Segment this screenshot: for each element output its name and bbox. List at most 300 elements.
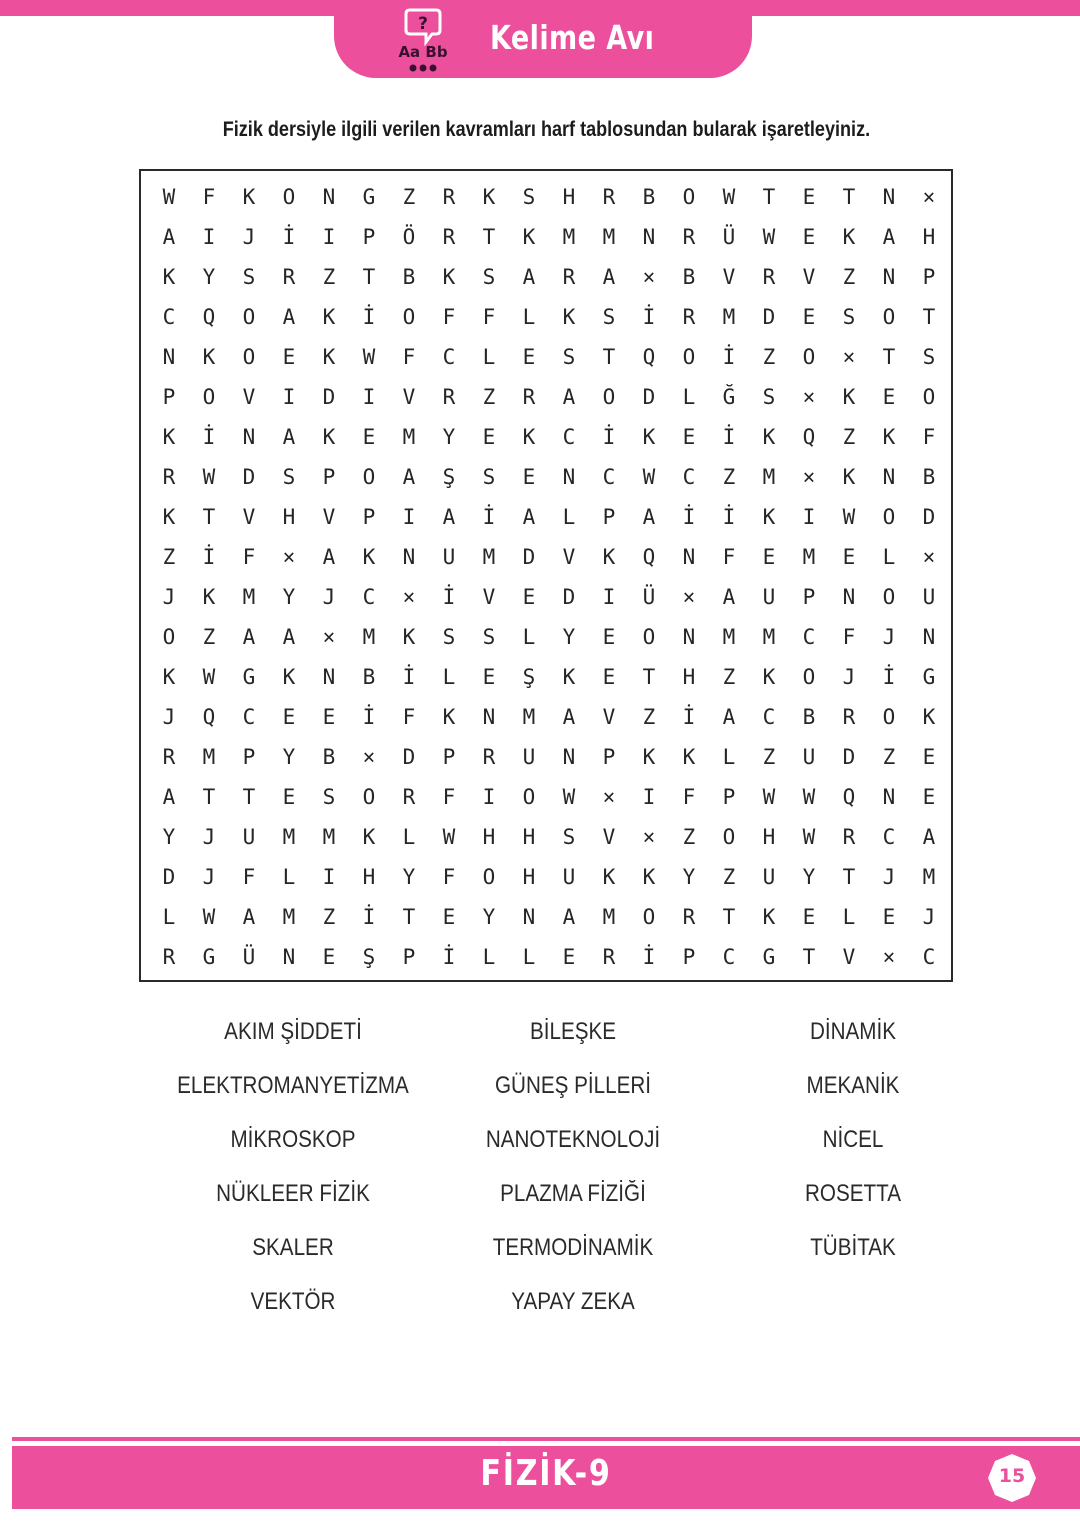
grid-cell: C — [442, 345, 456, 369]
grid-cell: I — [482, 785, 496, 809]
icon-label: Aa Bb — [398, 43, 448, 61]
grid-cell: M — [562, 225, 576, 249]
grid-cell: M — [282, 825, 296, 849]
grid-cell: F — [842, 625, 856, 649]
grid-cell: R — [442, 385, 456, 409]
footer-title: FİZİK-9 — [480, 1453, 612, 1494]
grid-cell: Ğ — [722, 385, 736, 409]
grid-cell: R — [482, 745, 496, 769]
grid-cell: W — [722, 185, 736, 209]
grid-cell: Z — [322, 905, 336, 929]
grid-cell: O — [522, 785, 536, 809]
grid-cell: M — [762, 465, 776, 489]
grid-cell: B — [402, 265, 416, 289]
word-item: PLAZMA FİZİĞİ — [500, 1180, 646, 1207]
grid-cell: O — [362, 785, 376, 809]
grid-cell: İ — [362, 305, 376, 329]
grid-cell: Z — [842, 265, 856, 289]
grid-cell: C — [762, 705, 776, 729]
grid-cell: B — [802, 705, 816, 729]
grid-cell: Y — [202, 265, 216, 289]
grid-cell: I — [802, 505, 816, 529]
grid-cell: O — [402, 305, 416, 329]
grid-cell: O — [482, 865, 496, 889]
grid-cell: A — [522, 265, 536, 289]
grid-cell: L — [682, 385, 696, 409]
grid-cell: N — [522, 905, 536, 929]
grid-cell: V — [402, 385, 416, 409]
grid-cell: T — [602, 345, 616, 369]
grid-cell: B — [322, 745, 336, 769]
grid-cell: A — [282, 625, 296, 649]
page-title: Kelime Avı — [490, 18, 655, 57]
grid-cell: M — [242, 585, 256, 609]
grid-cell: R — [522, 385, 536, 409]
grid-cell: C — [802, 625, 816, 649]
grid-cell: J — [842, 665, 856, 689]
grid-cell: R — [842, 705, 856, 729]
grid-cell: Ş — [442, 465, 456, 489]
grid-cell: R — [682, 225, 696, 249]
grid-cell: P — [362, 225, 376, 249]
grid-cell: K — [682, 745, 696, 769]
grid-cell: R — [162, 465, 176, 489]
grid-cell: İ — [442, 585, 456, 609]
grid-cell: O — [722, 825, 736, 849]
grid-cell: × — [882, 945, 896, 969]
grid-cell: P — [682, 945, 696, 969]
grid-cell: S — [522, 185, 536, 209]
grid-cell: E — [282, 345, 296, 369]
grid-cell: R — [162, 945, 176, 969]
grid-cell: S — [922, 345, 936, 369]
grid-cell: A — [282, 425, 296, 449]
grid-cell: K — [602, 865, 616, 889]
grid-cell: E — [802, 225, 816, 249]
grid-cell: F — [402, 345, 416, 369]
grid-cell: W — [802, 825, 816, 849]
grid-cell: Z — [202, 625, 216, 649]
grid-cell: V — [602, 825, 616, 849]
grid-cell: R — [562, 265, 576, 289]
grid-cell: K — [282, 665, 296, 689]
grid-cell: R — [842, 825, 856, 849]
grid-cell: A — [242, 625, 256, 649]
grid-cell: M — [362, 625, 376, 649]
grid-cell: Z — [402, 185, 416, 209]
grid-cell: I — [602, 585, 616, 609]
grid-cell: K — [322, 305, 336, 329]
grid-cell: Y — [562, 625, 576, 649]
grid-cell: K — [642, 425, 656, 449]
grid-cell: L — [562, 505, 576, 529]
icon-question-mark: ? — [418, 14, 428, 34]
grid-cell: F — [442, 305, 456, 329]
grid-cell: N — [402, 545, 416, 569]
grid-cell: K — [602, 545, 616, 569]
grid-cell: L — [482, 945, 496, 969]
grid-cell: × — [842, 345, 856, 369]
grid-cell: L — [882, 545, 896, 569]
grid-cell: N — [482, 705, 496, 729]
grid-cell: U — [442, 545, 456, 569]
grid-cell: K — [162, 425, 176, 449]
grid-cell: K — [442, 705, 456, 729]
grid-cell: A — [562, 905, 576, 929]
grid-cell: R — [682, 905, 696, 929]
grid-cell: S — [562, 825, 576, 849]
grid-cell: K — [202, 585, 216, 609]
grid-cell: L — [282, 865, 296, 889]
word-item: TERMODİNAMİK — [492, 1234, 654, 1261]
grid-cell: N — [922, 625, 936, 649]
grid-cell: T — [402, 905, 416, 929]
grid-cell: E — [602, 625, 616, 649]
grid-cell: O — [362, 465, 376, 489]
grid-cell: W — [202, 665, 216, 689]
grid-cell: B — [682, 265, 696, 289]
grid-cell: L — [522, 305, 536, 329]
grid-cell: C — [162, 305, 176, 329]
grid-cell: K — [162, 265, 176, 289]
grid-cell: K — [162, 665, 176, 689]
grid-cell: A — [162, 785, 176, 809]
grid-cell: U — [762, 585, 776, 609]
grid-cell: S — [322, 785, 336, 809]
grid-cell: M — [722, 625, 736, 649]
grid-cell: J — [162, 705, 176, 729]
grid-cell: N — [562, 465, 576, 489]
grid-cell: K — [522, 425, 536, 449]
grid-cell: E — [882, 385, 896, 409]
grid-cell: × — [802, 465, 816, 489]
grid-cell: M — [482, 545, 496, 569]
page-number: 15 — [998, 1465, 1026, 1487]
grid-cell: P — [442, 745, 456, 769]
grid-cell: Z — [722, 465, 736, 489]
grid-cell: D — [642, 385, 656, 409]
grid-cell: U — [242, 825, 256, 849]
grid-cell: J — [242, 225, 256, 249]
grid-cell: O — [242, 305, 256, 329]
grid-cell: İ — [202, 545, 216, 569]
grid-cell: K — [162, 505, 176, 529]
grid-cell: E — [362, 425, 376, 449]
grid-cell: S — [842, 305, 856, 329]
grid-cell: C — [882, 825, 896, 849]
grid-cell: İ — [642, 305, 656, 329]
grid-cell: Z — [482, 385, 496, 409]
grid-cell: E — [922, 745, 936, 769]
grid-cell: M — [402, 425, 416, 449]
grid-cell: P — [602, 745, 616, 769]
grid-cell: P — [802, 585, 816, 609]
grid-cell: U — [562, 865, 576, 889]
grid-cell: Ü — [642, 585, 656, 609]
grid-cell: L — [402, 825, 416, 849]
grid-cell: T — [842, 185, 856, 209]
grid-cell: K — [202, 345, 216, 369]
grid-cell: A — [322, 545, 336, 569]
question-book-icon — [388, 6, 458, 74]
grid-cell: Z — [842, 425, 856, 449]
grid-cell: × — [362, 745, 376, 769]
grid-cell: K — [762, 905, 776, 929]
grid-cell: E — [482, 425, 496, 449]
grid-cell: V — [602, 705, 616, 729]
grid-cell: Y — [282, 585, 296, 609]
grid-cell: S — [242, 265, 256, 289]
grid-cell: Y — [802, 865, 816, 889]
grid-cell: I — [402, 505, 416, 529]
grid-cell: İ — [722, 345, 736, 369]
grid-cell: S — [482, 265, 496, 289]
grid-cell: E — [802, 905, 816, 929]
grid-cell: N — [682, 625, 696, 649]
grid-cell: N — [842, 585, 856, 609]
grid-cell: K — [362, 545, 376, 569]
grid-cell: Z — [322, 265, 336, 289]
grid-cell: K — [562, 665, 576, 689]
word-item: NÜKLEER FİZİK — [216, 1180, 370, 1207]
grid-cell: E — [762, 545, 776, 569]
grid-cell: F — [442, 785, 456, 809]
grid-cell: V — [242, 505, 256, 529]
grid-cell: C — [602, 465, 616, 489]
grid-cell: A — [722, 705, 736, 729]
grid-cell: × — [922, 185, 936, 209]
grid-cell: Ü — [242, 945, 256, 969]
grid-cell: D — [922, 505, 936, 529]
word-item: BİLEŞKE — [529, 1018, 617, 1045]
grid-cell: W — [562, 785, 576, 809]
grid-cell: M — [202, 745, 216, 769]
grid-cell: Y — [442, 425, 456, 449]
grid-cell: O — [882, 585, 896, 609]
grid-cell: Ş — [362, 945, 376, 969]
grid-cell: I — [202, 225, 216, 249]
grid-cell: T — [842, 865, 856, 889]
grid-cell: F — [202, 185, 216, 209]
grid-cell: A — [562, 705, 576, 729]
grid-cell: P — [602, 505, 616, 529]
grid-cell: Y — [282, 745, 296, 769]
word-list — [153, 1005, 993, 1329]
grid-cell: J — [202, 865, 216, 889]
grid-cell: E — [282, 785, 296, 809]
grid-cell: A — [522, 505, 536, 529]
grid-cell: L — [522, 625, 536, 649]
word-item: MEKANİK — [806, 1072, 900, 1099]
grid-cell: O — [642, 905, 656, 929]
grid-cell: J — [882, 865, 896, 889]
grid-cell: S — [482, 625, 496, 649]
grid-cell: Z — [762, 345, 776, 369]
grid-cell: D — [762, 305, 776, 329]
grid-cell: W — [202, 465, 216, 489]
grid-cell: A — [722, 585, 736, 609]
grid-cell: O — [202, 385, 216, 409]
word-item: YAPAY ZEKA — [511, 1288, 635, 1315]
grid-cell: Ö — [402, 225, 416, 249]
grid-cell: L — [162, 905, 176, 929]
grid-cell: C — [722, 945, 736, 969]
grid-cell: K — [762, 505, 776, 529]
grid-cell: J — [882, 625, 896, 649]
grid-cell: E — [682, 425, 696, 449]
grid-cell: T — [762, 185, 776, 209]
grid-cell: J — [922, 905, 936, 929]
grid-cell: İ — [282, 225, 296, 249]
grid-cell: B — [362, 665, 376, 689]
grid-cell: İ — [202, 425, 216, 449]
grid-cell: A — [642, 505, 656, 529]
grid-cell: L — [482, 345, 496, 369]
grid-cell: E — [482, 665, 496, 689]
grid-cell: D — [162, 865, 176, 889]
grid-cell: L — [842, 905, 856, 929]
grid-cell: N — [682, 545, 696, 569]
grid-cell: J — [162, 585, 176, 609]
grid-cell: U — [802, 745, 816, 769]
grid-cell: × — [282, 545, 296, 569]
grid-cell: O — [162, 625, 176, 649]
grid-cell: O — [802, 665, 816, 689]
grid-cell: T — [882, 345, 896, 369]
grid-cell: T — [642, 665, 656, 689]
grid-cell: V — [722, 265, 736, 289]
grid-cell: S — [282, 465, 296, 489]
grid-cell: İ — [722, 505, 736, 529]
grid-cell: W — [842, 505, 856, 529]
grid-cell: K — [882, 425, 896, 449]
grid-cell: A — [442, 505, 456, 529]
grid-cell: K — [402, 625, 416, 649]
grid-cell: M — [282, 905, 296, 929]
grid-cell: E — [522, 345, 536, 369]
grid-cell: S — [762, 385, 776, 409]
grid-cell: H — [362, 865, 376, 889]
grid-cell: O — [642, 625, 656, 649]
word-item: AKIM ŞİDDETİ — [224, 1018, 362, 1045]
grid-cell: B — [922, 465, 936, 489]
grid-cell: Z — [722, 865, 736, 889]
grid-cell: R — [762, 265, 776, 289]
word-item: DİNAMİK — [809, 1018, 896, 1045]
grid-cell: E — [922, 785, 936, 809]
word-search-grid — [139, 169, 953, 982]
grid-cell: × — [682, 585, 696, 609]
grid-cell: L — [522, 945, 536, 969]
grid-cell: N — [162, 345, 176, 369]
grid-cell: K — [762, 665, 776, 689]
grid-cell: H — [522, 825, 536, 849]
grid-cell: K — [242, 185, 256, 209]
grid-cell: I — [322, 865, 336, 889]
grid-cell: H — [522, 865, 536, 889]
grid-cell: K — [562, 305, 576, 329]
grid-cell: Q — [202, 705, 216, 729]
grid-cell: W — [442, 825, 456, 849]
grid-cell: T — [202, 785, 216, 809]
grid-cell: H — [762, 825, 776, 849]
grid-cell: N — [562, 745, 576, 769]
grid-cell: Y — [682, 865, 696, 889]
grid-cell: W — [362, 345, 376, 369]
grid-cell: K — [642, 745, 656, 769]
grid-cell: I — [282, 385, 296, 409]
grid-cell: C — [362, 585, 376, 609]
grid-cell: W — [642, 465, 656, 489]
grid-cell: T — [482, 225, 496, 249]
grid-cell: G — [202, 945, 216, 969]
grid-cell: E — [602, 665, 616, 689]
grid-cell: R — [602, 185, 616, 209]
grid-cell: T — [802, 945, 816, 969]
grid-cell: G — [362, 185, 376, 209]
grid-cell: E — [442, 905, 456, 929]
grid-cell: Q — [642, 345, 656, 369]
grid-cell: Ü — [722, 225, 736, 249]
word-item: ROSETTA — [805, 1180, 901, 1207]
grid-cell: K — [842, 465, 856, 489]
word-item: ELEKTROMANYETİZMA — [177, 1072, 409, 1099]
word-item: VEKTÖR — [250, 1288, 336, 1315]
grid-cell: E — [322, 945, 336, 969]
grid-cell: R — [442, 185, 456, 209]
grid-cell: × — [642, 265, 656, 289]
grid-cell: I — [642, 785, 656, 809]
grid-cell: × — [922, 545, 936, 569]
grid-cell: C — [922, 945, 936, 969]
grid-cell: K — [642, 865, 656, 889]
grid-cell: İ — [362, 905, 376, 929]
grid-cell: E — [562, 945, 576, 969]
grid-cell: N — [282, 945, 296, 969]
grid-cell: G — [762, 945, 776, 969]
grid-cell: R — [162, 745, 176, 769]
grid-cell: E — [882, 905, 896, 929]
grid-cell: N — [882, 465, 896, 489]
grid-cell: O — [922, 385, 936, 409]
grid-cell: M — [802, 545, 816, 569]
grid-cell: D — [322, 385, 336, 409]
grid-cell: N — [882, 265, 896, 289]
grid-cell: H — [682, 665, 696, 689]
word-item: SKALER — [252, 1234, 334, 1261]
grid-cell: F — [682, 785, 696, 809]
grid-cell: D — [842, 745, 856, 769]
grid-cell: U — [922, 585, 936, 609]
grid-cell: L — [722, 745, 736, 769]
grid-cell: Z — [882, 745, 896, 769]
grid-cell: Z — [722, 665, 736, 689]
grid-cell: Z — [682, 825, 696, 849]
grid-cell: R — [682, 305, 696, 329]
grid-cell: L — [442, 665, 456, 689]
grid-cell: E — [522, 465, 536, 489]
grid-cell: N — [322, 665, 336, 689]
grid-cell: A — [922, 825, 936, 849]
grid-cell: V — [562, 545, 576, 569]
grid-cell: H — [282, 505, 296, 529]
grid-cell: Y — [482, 905, 496, 929]
grid-cell: K — [922, 705, 936, 729]
grid-cell: K — [322, 425, 336, 449]
grid-cell: E — [802, 185, 816, 209]
grid-cell: N — [882, 185, 896, 209]
grid-cell: O — [882, 705, 896, 729]
